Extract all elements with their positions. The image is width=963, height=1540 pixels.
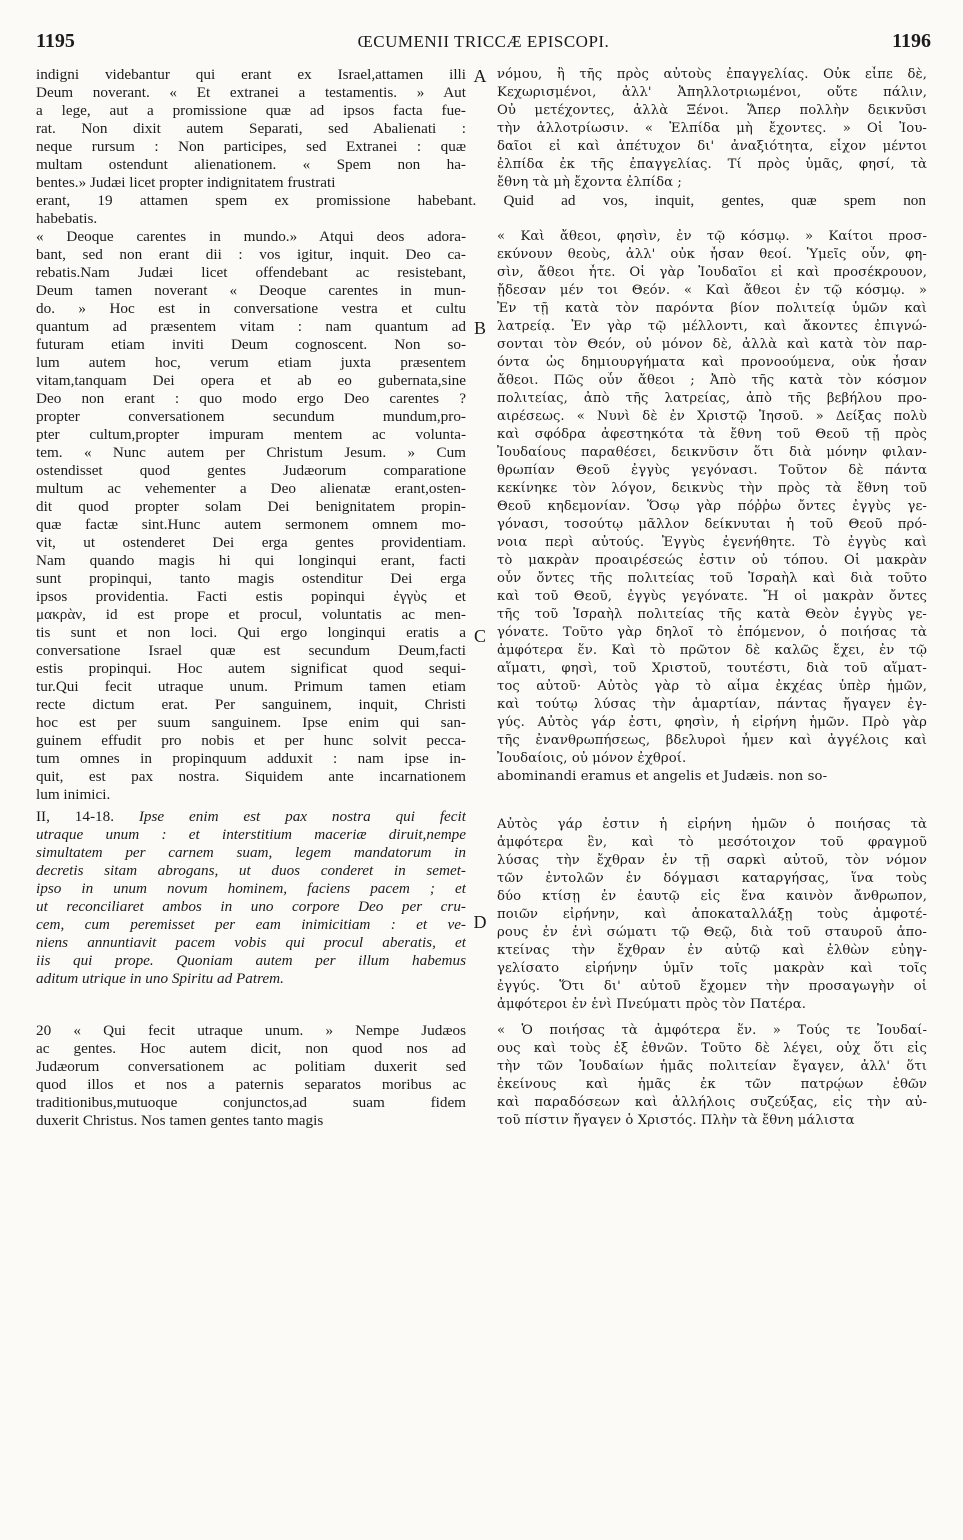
text-line [497, 786, 927, 804]
text-line: Deum noverant. « Et extranei a testamentis. » Aut [36, 84, 466, 101]
text-line: traditionibus,mutuoque conjunctos,ad suam fidem [36, 1094, 466, 1111]
text-line: δύο κτίσῃ ἐν ἑαυτῷ εἰς ἕνα καινὸν ἄνθρωπον, [497, 889, 927, 904]
text-line: ποιῶν εἰρήνην, καὶ ἀποκαταλλάξῃ τοὺς ἀμφοτέ- [497, 907, 927, 922]
text-line: Αὐτὸς γάρ ἐστιν ἡ εἰρήνη ἡμῶν ὁ ποιήσας τὰ [497, 817, 927, 832]
text-line: τὴν ἀλλοτρίωσιν. « Ἐλπίδα μὴ ἔχοντες. » Οἱ Ἰου- [497, 121, 927, 136]
block4-greek-column [497, 1022, 927, 1130]
text-line: conversatione Israel quæ est secundum Deum,facti [36, 642, 466, 659]
text-line: niens annuntiavit pacem vobis qui procul aberatis, et [36, 934, 466, 951]
text-line: tur.Qui fecit utraque unum. Primum tamen etiam [36, 678, 466, 695]
text-line: τὴν τῶν Ἰουδαίων ἡμᾶς πολιτείαν ἔγαγεν, ἀλλ' ὅτι [497, 1059, 927, 1074]
block1-latin-column [36, 66, 466, 192]
text-line: λατρείᾳ. Ἐν γὰρ τῷ μέλλοντι, καὶ ἄκοντες ἐπιγνώ- [497, 319, 927, 334]
full-width-line: erant, 19 attamen spem ex promissione habebant. Quid ad vos, inquit, gentes, quæ spem non [36, 192, 926, 209]
page-number-left: 1195 [36, 30, 75, 52]
text-line: μακρὰν, id est prope et procul, voluntatis ac men- [36, 606, 466, 623]
block4-latin-column [36, 1022, 466, 1130]
text-line: futuram etiam inviti Deum cognoscent. Non so- [36, 336, 466, 353]
text-line: γόνατε. Τοῦτο γὰρ δηλοῖ τὸ ἑπόμενον, ὁ ποιήσας τὰ [497, 625, 927, 640]
text-line: τῆς τοῦ Ἰσραὴλ πολιτείας τῆς κατὰ Θεὸν ἐγγὺς γε- [497, 607, 927, 622]
text-line: τῶν ἐντολῶν ἐν δόγμασι καταργήσας, ἵνα τοὺς [497, 871, 927, 886]
text-line: utraque unum : et interstitium maceriæ diruit,nempe [36, 826, 466, 843]
text-line: ἄθεοι. Πῶς οὖν ἄθεοι ; Ἀπὸ τῆς κατὰ τὸν κόσμον [497, 373, 927, 388]
text-line: θρωπίαν Θεοῦ ἐγγὺς γεγόνασι. Τοῦτον δὲ πάντα [497, 463, 927, 478]
text-line: ἐγγύς. Ὅτι δι' αὐτοῦ ἔχομεν τὴν προσαγωγὴν οἱ [497, 979, 927, 994]
text-line: bant, sed non erant dii : vos igitur, inquit. Deo ca- [36, 246, 466, 263]
text-line: τῆς ἐνανθρωπήσεως, βδελυροὶ ἦμεν καὶ ἀγγέλοις καὶ [497, 733, 927, 748]
text-line: Ἰουδαίους παραθέσει, δεικνῦσιν ὅτι διὰ μόνην φιλαν- [497, 445, 927, 460]
text-line [497, 210, 927, 228]
text-line: multam ostendunt alienationem. « Spem non ha- [36, 156, 466, 173]
text-line: aditum utrique in uno Spiritu ad Patrem. [36, 970, 284, 987]
text-line: ους καὶ τοὺς ἐξ ἐθνῶν. Τοῦτο δὲ λέγει, οὐχ ὅτι εἰς [497, 1041, 927, 1056]
text-line: decretis sitam abrogans, ut duos conderet in semet- [36, 862, 466, 879]
text-line: καὶ τοῦ Θεοῦ, ἐγγὺς γεγόνατε. Ἤ οἱ μακρὰν ὄντες [497, 589, 927, 604]
text-line: καὶ σφόδρα ἀφεστηκότα τὰ ἔθνη τοῦ Θεοῦ τῇ πρὸς [497, 427, 927, 442]
margin-marker-b: B [473, 318, 486, 338]
text-line: abominandi eramus et angelis et Judæis. non so- [497, 769, 828, 784]
text-line: πολιτείας, ἀπὸ τῆς λατρείας, ἀπὸ τῆς βεβήλου προ- [497, 391, 927, 406]
text-line: « Καὶ ἄθεοι, φησὶν, ἐν τῷ κόσμῳ. » Καίτοι προσ- [497, 229, 927, 244]
text-line: νόμου, ἢ τῆς πρὸς αὐτοὺς ἐπαγγελίας. Οὐκ εἶπε δὲ, [497, 67, 927, 82]
block2-greek-column [497, 210, 927, 804]
text-line: quod illos et nos a paternis separatos moribus ac [36, 1076, 466, 1093]
text-line: habebatis. [36, 210, 98, 227]
text-line: λύσας τὴν ἔχθραν ἐν τῇ σαρκὶ αὐτοῦ, τὸν νόμον [497, 853, 927, 868]
text-line: propter conversationem secundum mundum,pro- [36, 408, 466, 425]
text-line: ᾔδεσαν μέν τοι Θεόν. « Καὶ ἄθεοι ἐν τῷ κόσμῳ. » [497, 283, 927, 298]
text-line: pter cultum,propter impuram mentem ac volunta- [36, 426, 466, 443]
text-line: rat. Non dixit autem Separati, sed Abalienati : [36, 120, 466, 137]
text-line: do. » Hoc est in conversatione vestra et cultu [36, 300, 466, 317]
text-line: vitam,tanquam Dei opera et ab eo gubernata,sine [36, 372, 466, 389]
text-line: ἔθνη τὰ μὴ ἔχοντα ἐλπίδα ; [497, 175, 682, 190]
block3-latin-column [36, 808, 466, 988]
text-line: τὸ μακρὰν προαιρέσεώς ἐστιν οὐ τόπου. Οἱ μακρὰν [497, 553, 927, 568]
text-line: tem. « Nunc autem per Christum Jesum. » Cum [36, 444, 466, 461]
text-line: δαῖοι εἰ καὶ ἀπέτυχον δι' ἀναξιότητα, εἶχον μέντοι [497, 139, 927, 154]
text-line: Deum tamen noverant « Deoque carentes in mun- [36, 282, 466, 299]
text-line: καὶ παραδόσεων καὶ ἀλλήλοις συζεύξας, εἰς τὴν αὐ- [497, 1095, 927, 1110]
text-line: hoc est per suum sanguinem. Ipse enim qui san- [36, 714, 466, 731]
text-line: κεκίνηκε τὸν λόγον, δεικνὺς τὴν πρὸς τὰ ἔθνη τοῦ [497, 481, 927, 496]
text-line: Θεοῦ κηδεμονίαν. Ὅσῳ γὰρ πόῤῥω ὄντες ἐγγὺς γε- [497, 499, 927, 514]
text-line: ἀμφότερα ἕν. Καὶ τὸ πρῶτον δὲ καλῶς ἔχει, ἐν τῷ [497, 643, 927, 658]
text-line: quæ factæ sint.Hunc autem sermonem omnem mo- [36, 516, 466, 533]
text-line: Ἰουδαίοις, οὐ μόνον ἐχθροί. [497, 751, 687, 766]
text-line: lum autem hoc, verum etiam juxta præsentem [36, 354, 466, 371]
text-line: όντα ὡς δημιουργήματα καὶ προνοούμενα, οὐκ ἦσαν [497, 355, 927, 370]
text-line: ipso in unum novum hominem, faciens pacem ; et [36, 880, 466, 897]
text-line: Οὐ μετέχοντες, ἀλλὰ Ξένοι. Ἅπερ πολλὴν δεικνῦσι [497, 103, 927, 118]
text-line: γύς. Αὐτὸς γάρ ἐστι, φησὶν, ἡ εἰρήνη ἡμῶν. Πρὸ γὰρ [497, 715, 927, 730]
text-line: γελίσατο εἰρήνην ὑμῖν τοῖς μακρὰν καὶ τοῖς [497, 961, 927, 976]
text-line: « Deoque carentes in mundo.» Atqui deos adora- [36, 228, 466, 245]
text-line: αιρέσεως. « Νυνὶ δὲ ἐν Χριστῷ Ἰησοῦ. » Δείξας πολὺ [497, 409, 927, 424]
text-line: ἀμφότερα ἓν, καὶ τὸ μεσότοιχον τοῦ φραγμοῦ [497, 835, 927, 850]
page-number-right: 1196 [892, 30, 931, 52]
text-line: indigni videbantur qui erant ex Israel,attamen illi [36, 66, 466, 83]
text-line: Nam quando magis hi qui longinqui erant, facti [36, 552, 466, 569]
page-header [36, 30, 931, 56]
text-line: sunt propinqui, tanto magis ostenditur Dei erga [36, 570, 466, 587]
text-line: ἐλπίδα ἐκ τῆς ἐπαγγελίας. Τί πρὸς ὑμᾶς, φησί, τὰ [497, 157, 927, 172]
running-title: ŒCUMENII TRICCÆ EPISCOPI. [357, 32, 610, 51]
text-line: cem, cum peremisset per eam inimicitiam : et ve- [36, 916, 466, 933]
text-line: νοια περὶ αὐτούς. Ἐγγὺς ἐγενήθητε. Τὸ ἐγγὺς καὶ [497, 535, 927, 550]
text-line: tis sunt et non loci. Qui ergo longinqui eratis a [36, 624, 466, 641]
block3-greek-column [497, 816, 927, 1014]
text-line: καὶ τούτῳ λύσας τὴν ἁμαρτίαν, πάντας ἤγαγεν ἐγ- [497, 697, 927, 712]
text-line: « Ὁ ποιήσας τὰ ἀμφότερα ἕν. » Τούς τε Ἰουδαί- [497, 1023, 927, 1038]
text-line: σὶν, ἄθεοι ἦτε. Οἱ γὰρ Ἰουδαῖοι εἰ καὶ προσέκρουον, [497, 265, 927, 280]
text-line: ἀμφότεροι ἐν ἑνὶ Πνεύματι πρὸς τὸν Πατέρα. [497, 997, 807, 1012]
text-line: bentes.» Judæi licet propter indignitatem frustrati [36, 174, 336, 191]
text-line: Deo non erant : quo modo ergo Deo carentes ? [36, 390, 466, 407]
text-line: tum omnes in propinquum adduxit : nam ipse in- [36, 750, 466, 767]
text-line: guinem effudit pro nobis et per hunc solvit pecca- [36, 732, 466, 749]
text-line: ipsos providentia. Facti estis popinqui ἐγγὺς et [36, 588, 466, 605]
text-line: τος αὐτοῦ· Αὐτὸς γὰρ τὸ αἷμα ἐκχέας ὑπὲρ ἡμῶν, [497, 679, 927, 694]
margin-marker-d: D [473, 912, 487, 932]
text-line: II, 14-18. Ipse enim est pax nostra qui fecit [36, 808, 466, 825]
text-line: ut reconciliaret ambos in uno corpore Deo per cru- [36, 898, 466, 915]
text-line: a lege, aut a promissione quæ ad ipsos facta fue- [36, 102, 466, 119]
text-line: γόνασι, τοσούτῳ μᾶλλον δείκνυται ἡ τοῦ Θεοῦ πρό- [497, 517, 927, 532]
text-line: quantum ad præsentem vitam : nam quantum ad [36, 318, 466, 335]
text-line: simultatem per carnem suam, legem mandatorum in [36, 844, 466, 861]
text-line: αἵματι, φησὶ, τοῦ Χριστοῦ, τουτέστι, διὰ τοῦ αἵματ- [497, 661, 927, 676]
text-line: estis propinqui. Hoc autem significat quod sequi- [36, 660, 466, 677]
margin-marker-a: A [473, 66, 487, 86]
text-line: ostendisset quod gentes Judæorum comparatione [36, 462, 466, 479]
text-line: κτείνας τὴν ἔχθραν ἐν αὐτῷ καὶ ἐλθὼν εὐηγ- [497, 943, 927, 958]
text-line: σονται τὸν Θεόν, οὐ μόνον δὲ, ἀλλὰ καὶ κατὰ τὸν παρ- [497, 337, 927, 352]
text-line: rebatis.Nam Judæi licet offendebant ac resistebant, [36, 264, 466, 281]
block1-greek-column [497, 66, 927, 192]
text-line: τοῦ πίστιν ἤγαγεν ὁ Χριστός. Πλὴν τὰ ἔθνη μάλιστα [497, 1113, 855, 1128]
text-line: vit, ut ostenderet Dei erga gentes providentiam. [36, 534, 466, 551]
text-line: dit quod propter solam Dei benignitatem propin- [36, 498, 466, 515]
text-line: iis qui prope. Quoniam autem per illum habemus [36, 952, 466, 969]
margin-marker-c: C [473, 626, 486, 646]
text-line: ἐκείνους καὶ ἡμᾶς ἐκ τῶν πατρῴων ἐθῶν [497, 1077, 927, 1092]
block2-latin-column [36, 210, 466, 804]
text-line: multum ac vehementer a Deo alienatæ erant,osten- [36, 480, 466, 497]
text-line: Judæorum conversationem ac politiam duxerit sed [36, 1058, 466, 1075]
text-line: quit, est pax nostra. Siquidem ante incarnationem [36, 768, 466, 785]
text-line: ρους ἐν ἑνὶ σώματι τῷ Θεῷ, διὰ τοῦ σταυροῦ ἀπο- [497, 925, 927, 940]
text-line: Κεχωρισμένοι, ἀλλ' Ἀπηλλοτριωμένοι, οὔτε πάλιν, [497, 85, 927, 100]
text-line: 20 « Qui fecit utraque unum. » Nempe Judæos [36, 1022, 466, 1039]
text-line: recte dictum erat. Per sanguinem, inquit, Christi [36, 696, 466, 713]
text-line: Ἐν τῇ κατὰ τὸν παρόντα βίον πολιτείᾳ ὑμῶν καὶ [497, 301, 927, 316]
text-line: εκύνουν θεοὺς, ἀλλ' οὐκ ἦσαν θεοί. Ὑμεῖς οὖν, φη- [497, 247, 927, 262]
text-line: neque rursum : Non participes, sed Extranei : quæ [36, 138, 466, 155]
text-line: οὖν ὄντες τῆς πολιτείας τοῦ Ἰσραὴλ καὶ διὰ τοῦτο [497, 571, 927, 586]
text-line: ac gentes. Hoc autem dicit, non quod nos ad [36, 1040, 466, 1057]
text-line: duxerit Christus. Nos tamen gentes tanto magis [36, 1112, 324, 1129]
text-line: lum inimici. [36, 786, 111, 803]
